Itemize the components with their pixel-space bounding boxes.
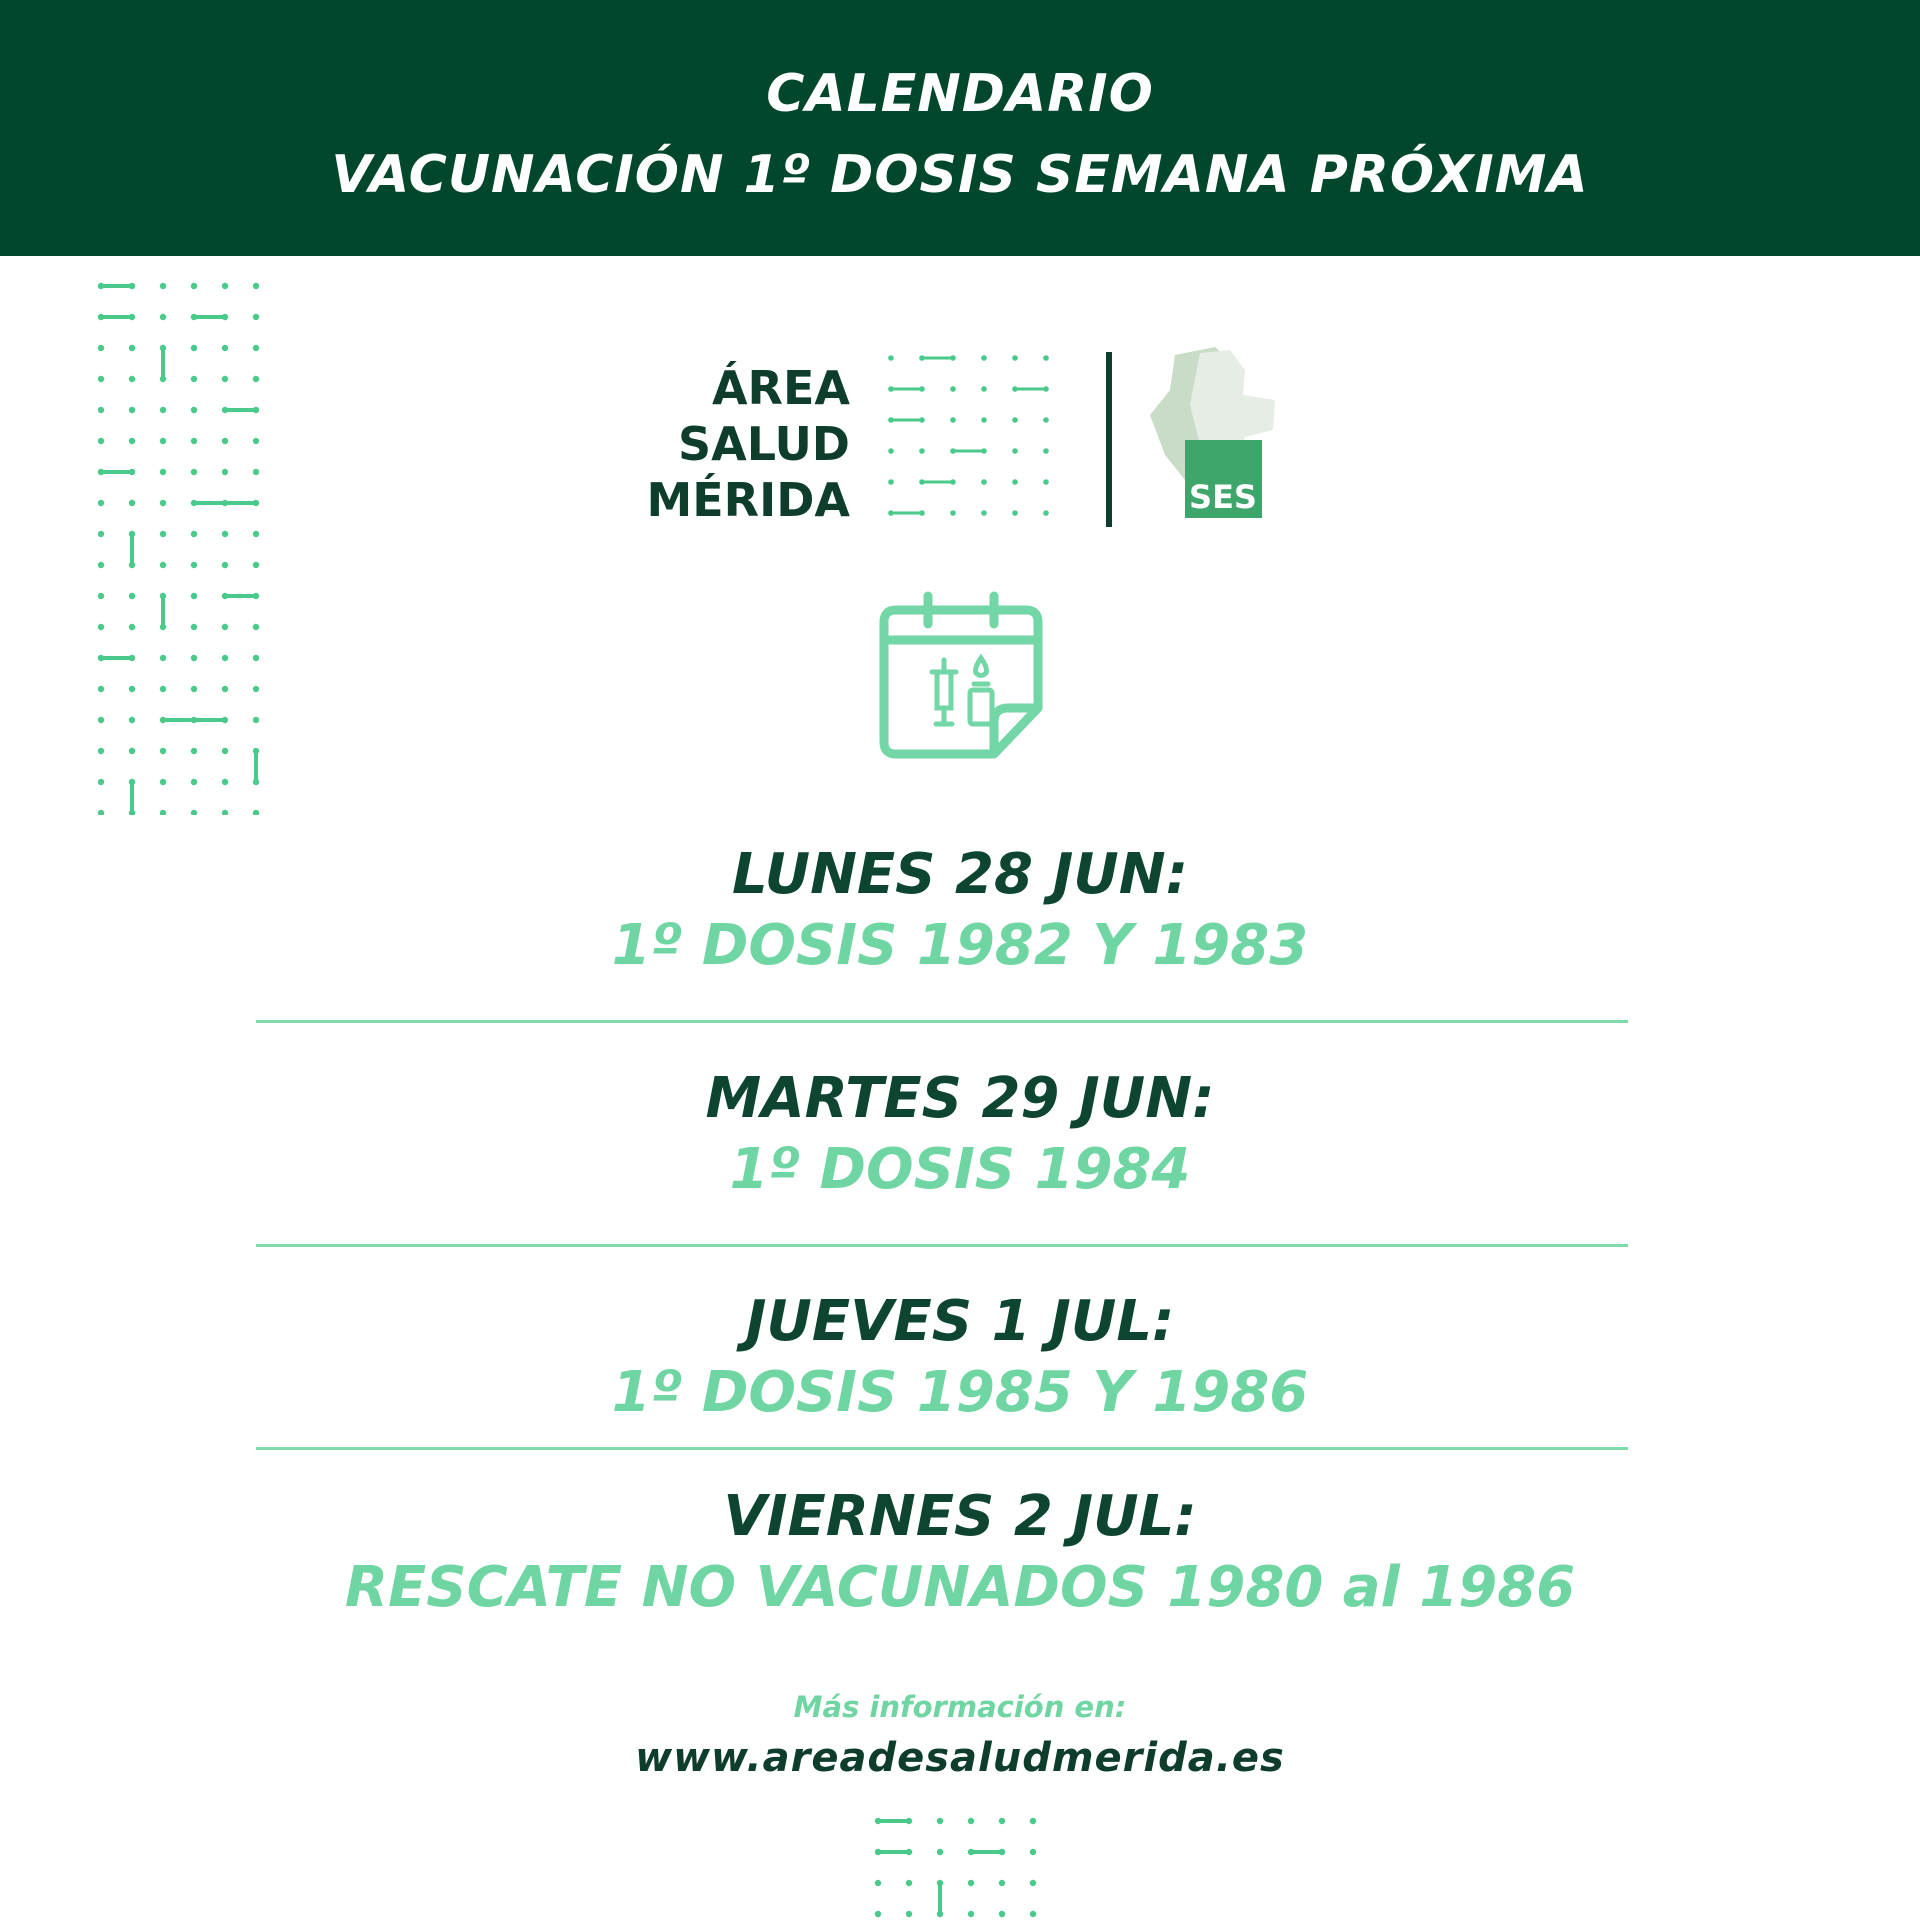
logo-divider [1106, 352, 1112, 527]
logo-line-1: ÁREA [711, 361, 850, 415]
schedule-day-dose-1: 1º DOSIS 1982 Y 1983 [611, 913, 1309, 978]
header-title: CALENDARIO [766, 64, 1154, 124]
schedule-separator-3 [256, 1447, 1628, 1450]
more-info-label: Más información en: [793, 1690, 1127, 1724]
dot-pattern-bottom-decoration [872, 1815, 1042, 1920]
schedule-day-title-2: MARTES 29 JUN: [705, 1066, 1215, 1131]
area-salud-merida-logo [600, 360, 850, 528]
logo-dot-pattern-icon [885, 352, 1055, 527]
schedule-separator-1 [256, 1020, 1628, 1023]
schedule-day-dose-4: RESCATE NO VACUNADOS 1980 al 1986 [344, 1555, 1576, 1620]
website-link[interactable]: www.areadesaludmerida.es [635, 1735, 1285, 1781]
header-banner [0, 0, 1920, 256]
ses-extremadura-icon [1145, 345, 1280, 525]
dot-pattern-left-decoration [95, 280, 265, 815]
schedule-separator-2 [256, 1244, 1628, 1247]
schedule-day-title-3: JUEVES 1 JUL: [745, 1289, 1175, 1354]
calendar-vaccine-icon [876, 590, 1046, 770]
schedule-day-dose-2: 1º DOSIS 1984 [729, 1137, 1191, 1202]
ses-badge-label: SES [1189, 478, 1257, 516]
schedule-day-title-4: VIERNES 2 JUL: [723, 1484, 1197, 1549]
schedule-day-title-1: LUNES 28 JUN: [731, 842, 1189, 907]
header-subtitle: VACUNACIÓN 1º DOSIS SEMANA PRÓXIMA [331, 145, 1589, 205]
logo-line-2: SALUD [678, 417, 850, 471]
logo-line-3: MÉRIDA [646, 473, 850, 527]
schedule-day-dose-3: 1º DOSIS 1985 Y 1986 [611, 1360, 1309, 1425]
